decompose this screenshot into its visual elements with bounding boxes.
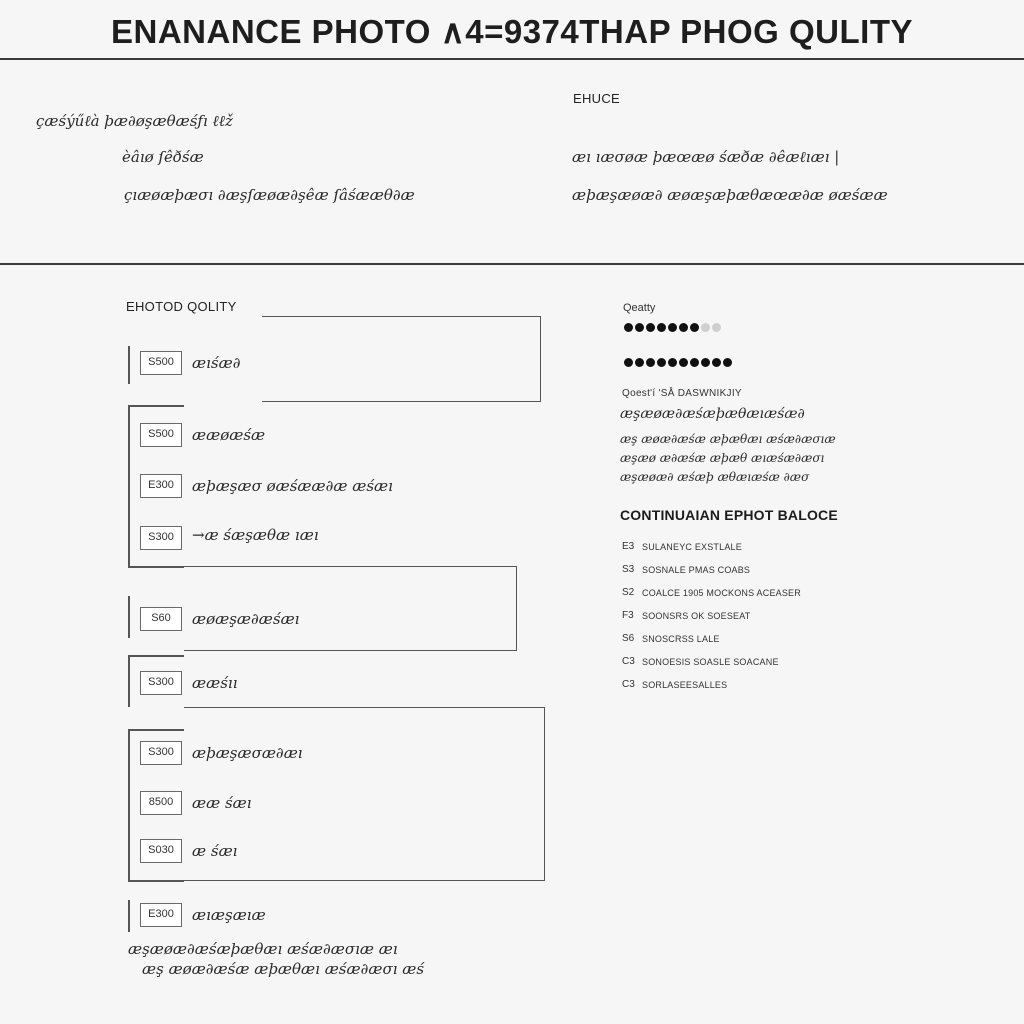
list-item-number: S6 xyxy=(622,633,635,644)
group-bracket-1 xyxy=(128,346,130,384)
list-item[interactable] xyxy=(622,581,922,604)
top-left-line-1: çæśýűℓà þæ∂øşæθæśƒı ℓℓž xyxy=(36,112,233,130)
row-label: ææ śæı xyxy=(192,794,252,812)
rating-dot-filled xyxy=(646,358,655,367)
row-label: æıśæ∂ xyxy=(192,354,241,372)
rating-dot-filled xyxy=(668,323,677,332)
top-left-line-2: èâıø ſêðśæ xyxy=(122,148,204,166)
header-divider xyxy=(0,58,1024,60)
quality-label: Qeatty xyxy=(623,302,656,314)
rating-dot-filled xyxy=(690,358,699,367)
list-item-text: COALCE 1905 MOCKONS ACEASER xyxy=(642,587,801,598)
list-item-text: SORLASEESALLES xyxy=(642,679,728,690)
list-item[interactable] xyxy=(622,627,922,650)
list-item-text: SOONSRS OK SOESEAT xyxy=(642,610,751,621)
row-label: æıæşæıæ xyxy=(192,906,266,924)
section-divider xyxy=(0,263,1024,265)
group-bracket-4 xyxy=(128,655,130,707)
quality-list-heading: EHOTOD QOLITY xyxy=(126,299,237,314)
rating-dot-empty xyxy=(712,323,721,332)
page-title: ENANANCE PHOTO ∧4=9374THAP PHOG QULITY xyxy=(110,13,914,50)
row-label: ææøæśæ xyxy=(192,426,266,444)
list-item-text: SOSNALE PMAS COABS xyxy=(642,564,751,575)
top-left-line-3: çıæøæþæσı ∂æşſæøæ∂şêæ ſâśææθ∂æ xyxy=(124,186,415,204)
top-right-line-1: æı ıæσøæ þæœæø śæðæ ∂êæℓıæı | xyxy=(572,148,840,166)
row-label: æþæşæσ øæśææ∂æ æśæı xyxy=(192,477,393,495)
row-label: æþæşæσæ∂æı xyxy=(192,744,303,762)
size-chip[interactable]: S500 xyxy=(140,351,182,375)
description-line: æş æøæ∂æśæ æþæθæı æśæ∂æσıæ xyxy=(620,432,836,446)
size-chip[interactable]: S030 xyxy=(140,839,182,863)
size-chip[interactable]: E300 xyxy=(140,474,182,498)
group-bracket-3 xyxy=(128,596,130,638)
list-item-number: C3 xyxy=(622,679,635,690)
rating-dot-filled xyxy=(646,323,655,332)
group-frame-3 xyxy=(184,566,517,651)
group-bracket-5-top xyxy=(128,729,184,731)
quality-rating-primary xyxy=(624,323,721,332)
continuation-list xyxy=(622,535,922,696)
rating-dot-filled xyxy=(690,323,699,332)
list-item-number: E3 xyxy=(622,541,635,552)
rating-dot-filled xyxy=(668,358,677,367)
rating-dot-filled xyxy=(635,358,644,367)
group-bracket-5-bottom xyxy=(128,880,184,882)
group-bracket-4-top xyxy=(128,655,184,657)
group-bracket-5 xyxy=(128,729,130,881)
top-right-heading: EHUCE xyxy=(573,91,621,106)
row-label: ææśıı xyxy=(192,674,238,692)
size-chip[interactable]: S300 xyxy=(140,741,182,765)
group-bracket-2-top xyxy=(128,405,184,407)
rating-dot-filled xyxy=(712,358,721,367)
footer-note-line-1: æşæøæ∂æśæþæθæı æśæ∂æσıæ æı xyxy=(128,940,398,958)
footer-note-line-2: æş æøæ∂æśæ æþæθæı æśæ∂æσı æś xyxy=(142,960,425,978)
size-chip[interactable]: S500 xyxy=(140,423,182,447)
list-item-number: S3 xyxy=(622,564,635,575)
row-label: æ śæı xyxy=(192,842,238,860)
list-item-text: SULANEYC EXSTLALE xyxy=(642,541,742,552)
rating-dot-filled xyxy=(635,323,644,332)
description-line: æşæø æ∂æśæ æþæθ æıæśæ∂æσı xyxy=(620,451,825,465)
size-chip[interactable]: S300 xyxy=(140,526,182,550)
list-item-number: S2 xyxy=(622,587,635,598)
rating-dot-filled xyxy=(701,358,710,367)
list-item-text: SONOESIS SOASLE SOACANE xyxy=(642,656,779,667)
group-bracket-2 xyxy=(128,405,130,568)
rating-dot-filled xyxy=(679,323,688,332)
rating-dot-filled xyxy=(679,358,688,367)
rating-dot-filled xyxy=(657,323,666,332)
continuation-heading: CONTINUAIAN EPHOT BALOCE xyxy=(620,507,838,523)
row-label: æøæşæ∂æśæı xyxy=(192,610,300,628)
list-item[interactable] xyxy=(622,535,922,558)
list-item-number: C3 xyxy=(622,656,635,667)
group-bracket-6 xyxy=(128,900,130,932)
description-line: æşæøæ∂ æśæþ æθæıæśæ ∂æσ xyxy=(620,470,810,484)
top-right-line-2: æþæşæøæ∂ æøæşæþæθæœæ∂æ øæśææ xyxy=(572,186,888,204)
rating-dot-filled xyxy=(624,358,633,367)
list-item-text: SNOSCRSS LALE xyxy=(642,633,720,644)
quality-rating-secondary xyxy=(624,358,732,367)
rating-dot-empty xyxy=(701,323,710,332)
list-item[interactable] xyxy=(622,673,922,696)
list-item[interactable] xyxy=(622,650,922,673)
group-bracket-2-bottom xyxy=(128,566,184,568)
rating-dot-filled xyxy=(657,358,666,367)
size-chip[interactable]: 8500 xyxy=(140,791,182,815)
description-line: æşæøæ∂æśæþæθæıæśæ∂ xyxy=(620,406,805,422)
list-item-number: F3 xyxy=(622,610,634,621)
size-chip[interactable]: S60 xyxy=(140,607,182,631)
row-label: →æ śæşæθæ ıæı xyxy=(192,526,319,544)
size-chip[interactable]: S300 xyxy=(140,671,182,695)
rating-dot-filled xyxy=(624,323,633,332)
size-chip[interactable]: E300 xyxy=(140,903,182,927)
list-item[interactable] xyxy=(622,604,922,627)
rating-dot-filled xyxy=(723,358,732,367)
list-item[interactable] xyxy=(622,558,922,581)
description-heading: Qoest'í 'SÅ DASWNIKJIY xyxy=(622,388,742,399)
